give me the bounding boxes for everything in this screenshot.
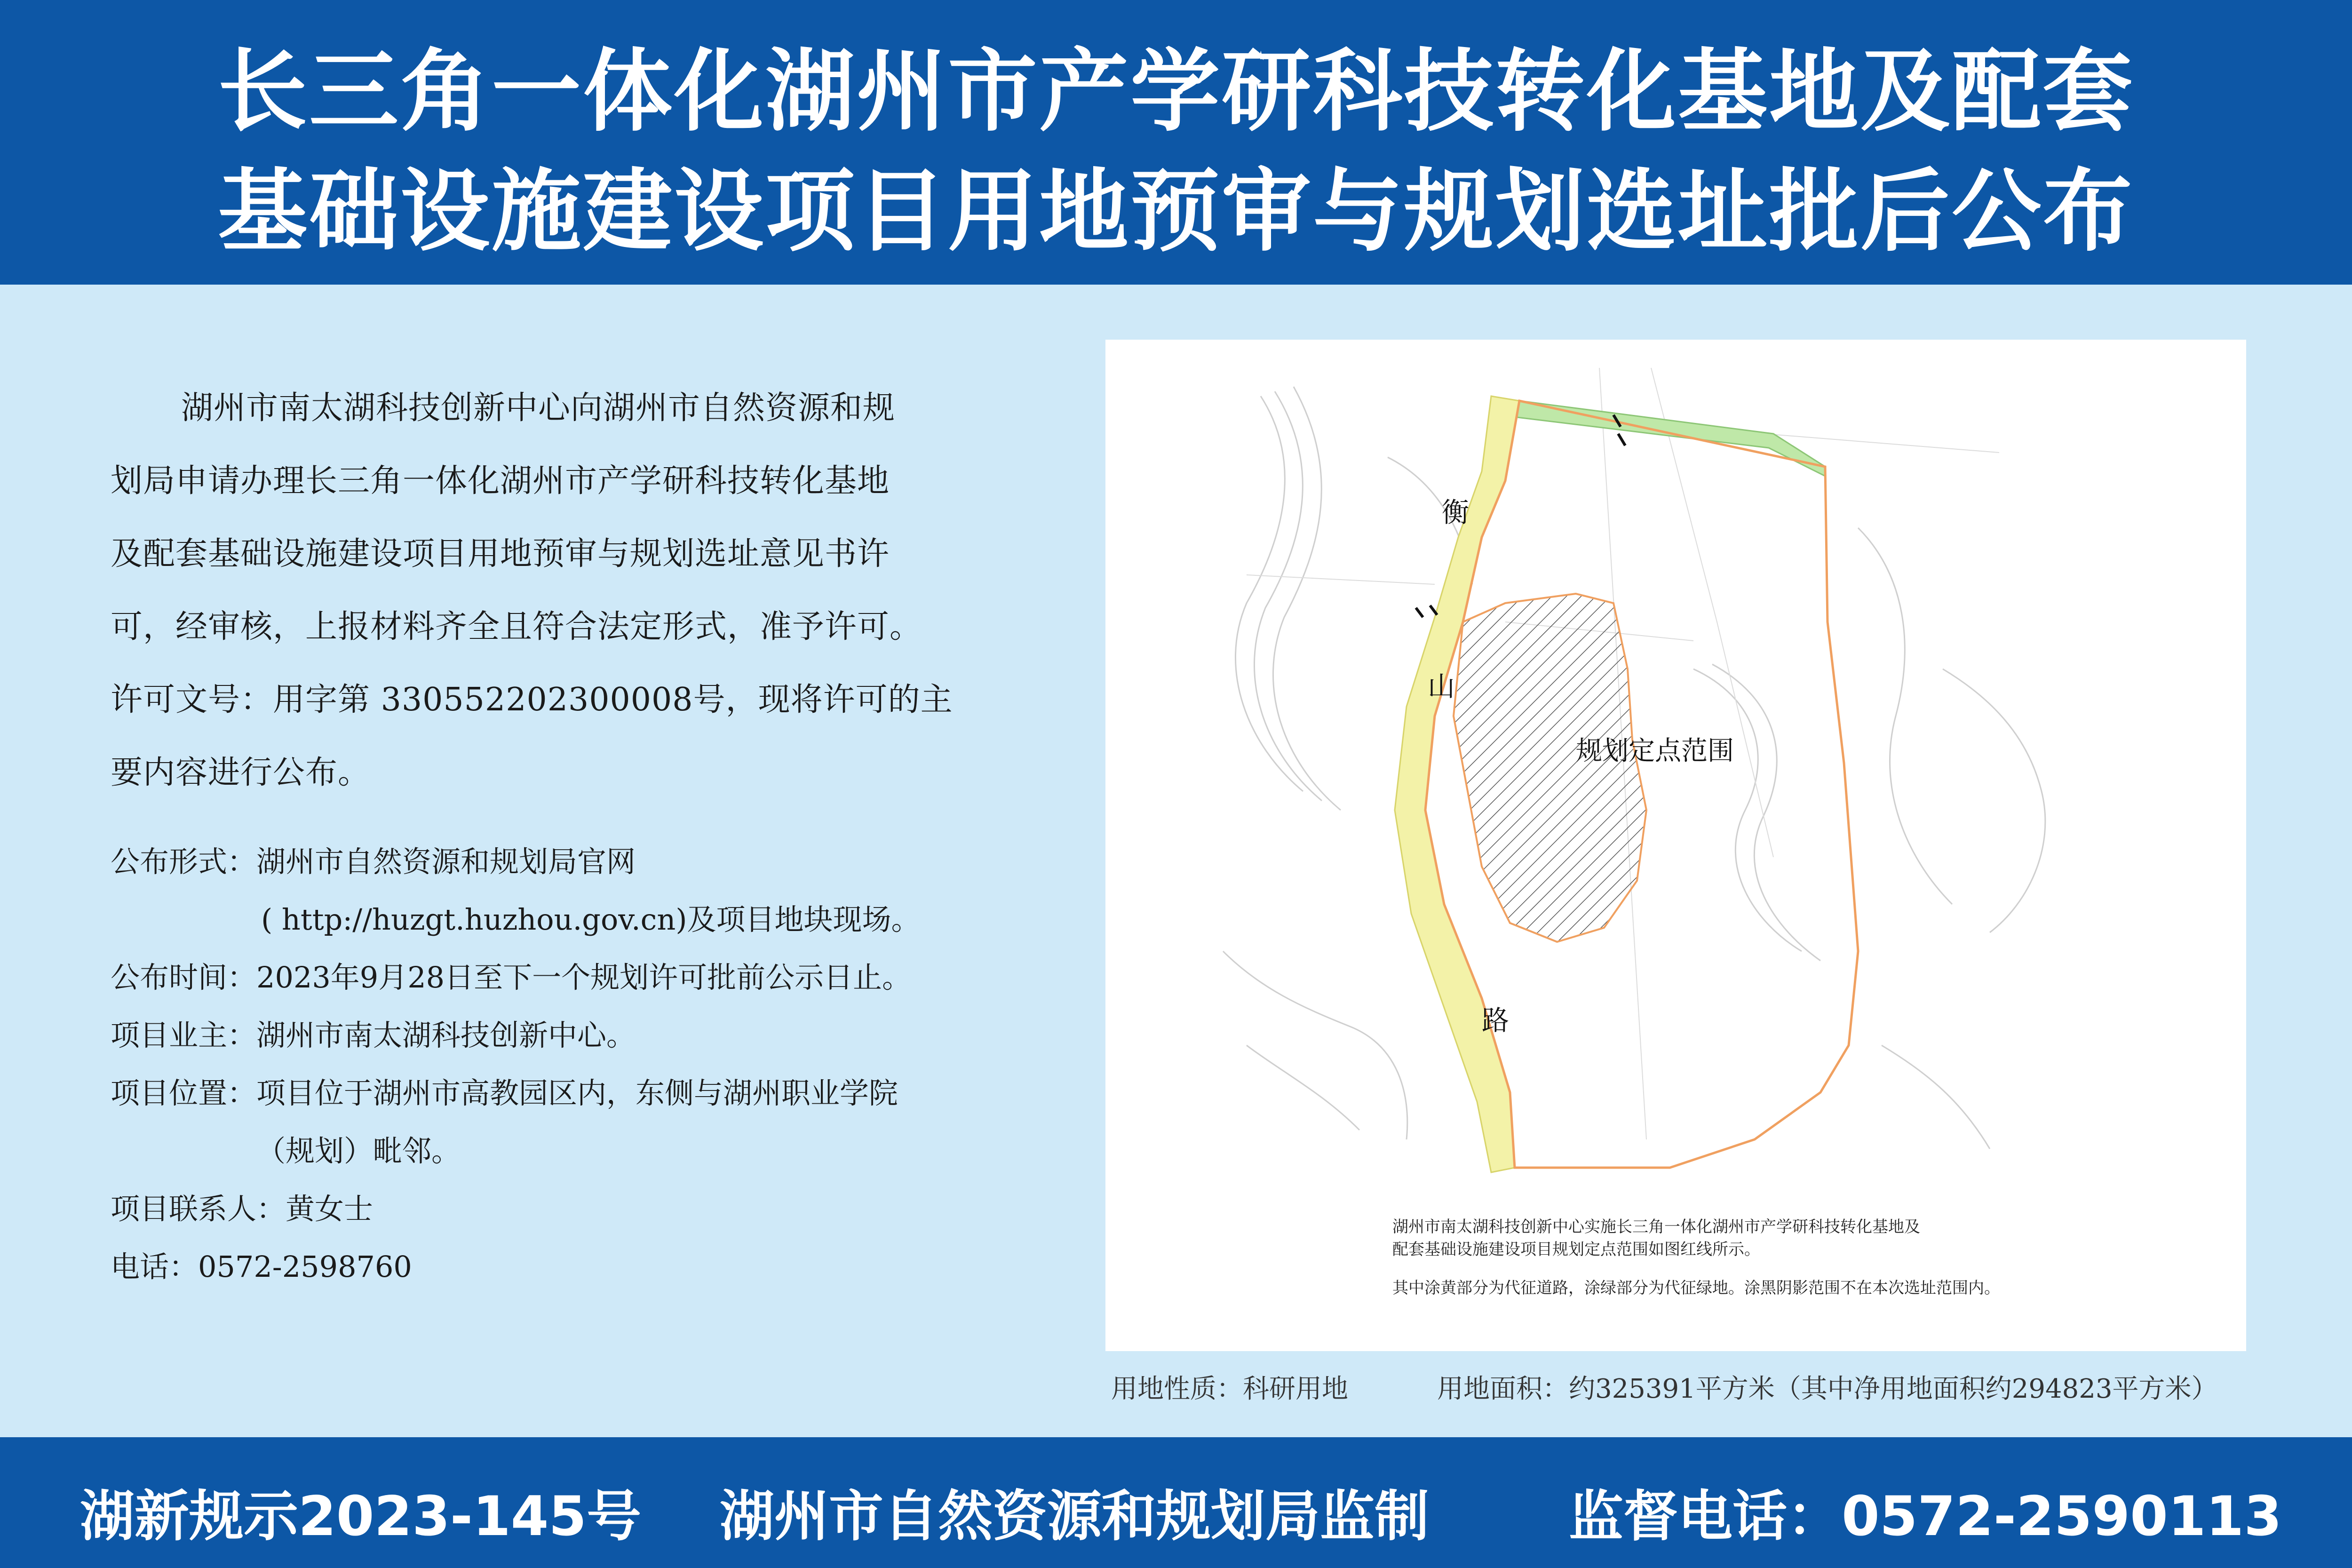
publish-form-url: ( http://huzgt.huzhou.gov.cn)及项目地块现场。 (261, 902, 921, 937)
paragraph-line: 许可文号：用字第 330552202300008号，现将许可的主 (111, 681, 953, 718)
map-caption-line: 湖州市南太湖科技创新中心实施长三角一体化湖州市产学研科技转化基地及 (1392, 1218, 1920, 1236)
main-paragraph (111, 372, 1089, 809)
supervisor-org: 湖州市自然资源和规划局监制 (720, 1485, 1429, 1548)
publish-form-label: 公布形式： (111, 844, 257, 879)
map-caption-line: 配套基础设施建设项目规划定点范围如图红线所示。 (1392, 1240, 1760, 1259)
planning-area-label: 规划定点范围 (1576, 736, 1734, 766)
paragraph-line: 湖州市南太湖科技创新中心向湖州市自然资源和规 (181, 390, 896, 427)
header-banner (0, 0, 2352, 285)
project-contact: 项目联系人：黄女士 (111, 1192, 373, 1226)
publish-time: 公布时间：2023年9月28日至下一个规划许可批前公示日止。 (111, 960, 912, 995)
map-caption-line: 其中涂黄部分为代征道路，涂绿部分为代征绿地。涂黑阴影范围不在本次选址范围内。 (1392, 1279, 2000, 1297)
paragraph-line: 及配套基础设施建设项目用地预审与规划选址意见书许 (111, 535, 890, 573)
project-owner: 项目业主：湖州市南太湖科技创新中心。 (111, 1018, 636, 1052)
page-title-line2: 基础设施建设项目用地预审与规划选址批后公布 (217, 159, 2134, 263)
green-area (1517, 401, 1825, 476)
page-title-line1: 长三角一体化湖州市产学研科技转化基地及配套 (217, 40, 2134, 143)
publish-form-value: 湖州市自然资源和规划局官网 (256, 844, 636, 879)
publish-form (111, 833, 1089, 891)
supervision-hotline: 监督电话：0572-2590113 (1569, 1485, 2282, 1548)
paragraph-line: 要内容进行公布。 (111, 754, 371, 791)
road-label-char: 衡 (1442, 496, 1470, 528)
project-info (111, 833, 1089, 1296)
road-label-char: 路 (1482, 1004, 1510, 1036)
contact-phone: 电话：0572-2598760 (111, 1250, 412, 1284)
announcement-text (111, 372, 1089, 1296)
site-map-drawing (1105, 340, 2246, 1351)
road-label-char: 山 (1428, 670, 1455, 702)
paragraph-line: 可，经审核，上报材料齐全且符合法定形式，准予许可。 (111, 608, 922, 645)
project-location: 项目位置：项目位于湖州市高教园区内，东侧与湖州职业学院 (111, 1076, 898, 1110)
document-number: 湖新规示2023-145号 (80, 1485, 642, 1548)
site-map (1105, 340, 2246, 1351)
land-area: 用地面积：约325391平方米（其中净用地面积约294823平方米） (1437, 1374, 2218, 1404)
excluded-hatched-area (1454, 594, 1646, 942)
footer-banner (0, 1437, 2352, 1568)
project-location-cont: （规划）毗邻。 (256, 1134, 461, 1168)
land-use: 用地性质：科研用地 (1111, 1374, 1348, 1404)
paragraph-line: 划局申请办理长三角一体化湖州市产学研科技转化基地 (111, 462, 890, 500)
